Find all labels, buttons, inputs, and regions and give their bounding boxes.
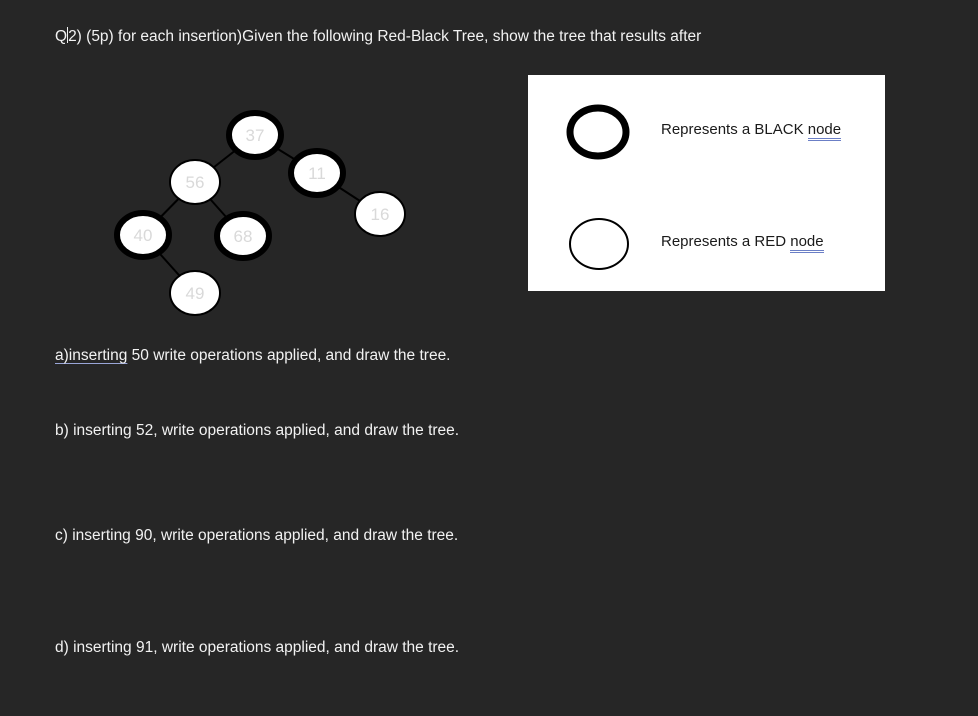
legend-red-word: node [790, 233, 823, 253]
tree-node-40 [117, 213, 169, 257]
part-a-label: a)inserting [55, 347, 128, 364]
node-key: 37 [245, 126, 265, 145]
tree-node-68 [217, 214, 269, 258]
legend-black-word: node [808, 121, 841, 141]
legend-red-text: Represents a RED [661, 233, 791, 250]
tree-node-37 [229, 113, 281, 157]
part-c: c) inserting 90, write operations applied, and draw the tree. [55, 527, 459, 544]
node-key: 49 [185, 284, 205, 303]
question-prefix: Q [55, 28, 68, 45]
tree-node-11 [291, 151, 343, 195]
legend-box [528, 75, 885, 291]
node-key: 68 [233, 227, 253, 246]
legend-black-text: Represents a BLACK [661, 121, 808, 138]
part-a-text: 50 write operations applied, and draw the tree. [127, 347, 451, 364]
tree-node-16 [355, 192, 405, 236]
node-key: 16 [370, 205, 390, 224]
red-black-tree-diagram [105, 100, 425, 330]
part-a [55, 347, 451, 365]
tree-node-49 [170, 271, 220, 315]
legend-black-label [661, 121, 841, 138]
node-key: 11 [308, 164, 326, 183]
legend-red-label [661, 233, 824, 250]
question-title [55, 27, 701, 46]
node-key: 56 [185, 173, 205, 192]
tree-node-56 [170, 160, 220, 204]
black-node-icon [566, 103, 630, 161]
red-node-icon [568, 215, 632, 273]
question-text: 2) (5p) for each insertion)Given the following Red-Black Tree, show the tree that results after [68, 28, 702, 45]
part-d: d) inserting 91, write operations applied, and draw the tree. [55, 639, 460, 656]
node-key: 40 [133, 226, 153, 245]
part-b: b) inserting 52, write operations applied, and draw the tree. [55, 422, 460, 439]
